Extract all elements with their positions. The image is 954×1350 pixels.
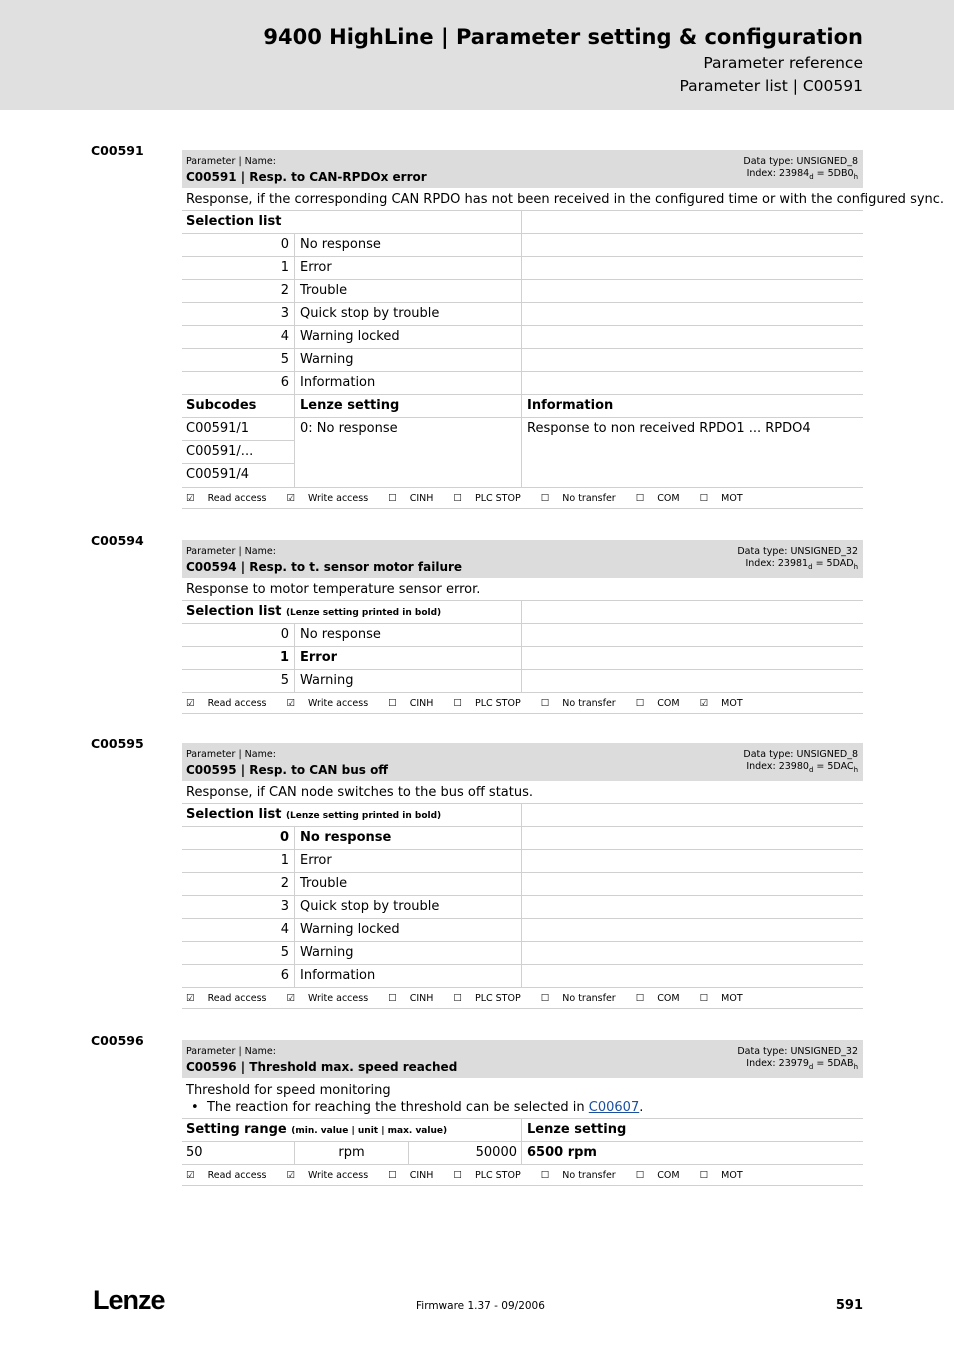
selection-option [182, 372, 863, 395]
selection-option [182, 965, 863, 988]
lenze-setting-value: 6500 rpm [527, 1145, 597, 1160]
selection-option [182, 670, 863, 693]
side-code-c00591: C00591 [91, 143, 144, 158]
param-description: Threshold for speed monitoring • The reaction for reaching the threshold can be selected in C00607. [182, 1078, 863, 1119]
param-block-c00596 [182, 1040, 863, 1186]
option-number: 4 [182, 919, 295, 941]
subcode: C00591/... [182, 441, 294, 464]
param-index: Index: $23984_d = 5DB0_h$ [746, 168, 858, 181]
data-type: Data type: UNSIGNED_32 [737, 546, 858, 557]
param-block-c00591 [182, 150, 945, 509]
page-number: 591 [835, 1298, 863, 1313]
option-number: 0 [182, 234, 295, 256]
param-header [182, 540, 863, 578]
param-name: C00596 | Threshold max. speed reached [186, 1060, 458, 1074]
option-number: 1 [182, 647, 295, 669]
param-header [182, 1040, 863, 1078]
c00607-link[interactable]: C00607 [588, 1100, 640, 1115]
access-flags: ☑ Read access ☑ Write access ☐ CINH ☐ PLC STOP ☐ No transfer ☐ COM ☑ MOT [182, 693, 863, 714]
option-number: 1 [182, 850, 295, 872]
param-description: Response to motor temperature sensor error. [182, 578, 863, 601]
param-block-c00595 [182, 743, 863, 1009]
option-number: 5 [182, 349, 295, 371]
selection-option [182, 280, 863, 303]
firmware-version: Firmware 1.37 - 09/2006 [416, 1300, 545, 1312]
param-header [182, 743, 863, 781]
option-number: 3 [182, 896, 295, 918]
selection-option [182, 303, 863, 326]
range-max: 50000 [409, 1142, 522, 1164]
selection-option [182, 349, 863, 372]
selection-list-header: Selection list [182, 211, 863, 234]
option-label: Warning locked [295, 919, 522, 941]
setting-range-row [182, 1142, 863, 1165]
setting-range-header: Setting range (min. value | unit | max. value) Lenze setting [182, 1119, 863, 1142]
subcode: C00591/4 [186, 467, 250, 482]
side-code-c00594: C00594 [91, 533, 144, 548]
data-type: Data type: UNSIGNED_8 [743, 156, 858, 167]
param-index: Index: $23981_d = 5DAD_h$ [745, 558, 858, 571]
option-number: 2 [182, 873, 295, 895]
param-name: C00594 | Resp. to t. sensor motor failure [186, 560, 463, 574]
selection-option [182, 942, 863, 965]
range-min: 50 [182, 1142, 295, 1164]
option-label: No response [295, 624, 522, 646]
option-label: Quick stop by trouble [295, 303, 522, 325]
param-header [182, 150, 863, 188]
param-name: C00595 | Resp. to CAN bus off [186, 763, 389, 777]
option-label: Warning [295, 349, 522, 371]
param-description: Response, if the corresponding CAN RPDO has not been received in the configured time or with the configured sync. [182, 188, 863, 211]
access-flags: ☑ Read access ☑ Write access ☐ CINH ☐ PLC STOP ☐ No transfer ☐ COM ☐ MOT [182, 988, 863, 1009]
side-code-c00595: C00595 [91, 736, 144, 751]
option-number: 0 [182, 624, 295, 646]
param-name-label: Parameter | Name: [186, 749, 276, 760]
option-number: 1 [182, 257, 295, 279]
option-label: Warning [295, 670, 522, 692]
subcodes-table [182, 418, 863, 488]
page-header [0, 0, 954, 110]
param-description: Response, if CAN node switches to the bus off status. [182, 781, 863, 804]
option-label: Warning [295, 942, 522, 964]
subcode: C00591/1 [182, 418, 294, 441]
bullet-item: • The reaction for reaching the threshold can be selected in C00607. [191, 1100, 644, 1115]
option-number: 6 [182, 965, 295, 987]
param-index: Index: $23979_d = 5DAB_h$ [746, 1058, 858, 1071]
option-label: Warning locked [295, 326, 522, 348]
selection-option [182, 257, 863, 280]
param-name-label: Parameter | Name: [186, 156, 276, 167]
option-number: 4 [182, 326, 295, 348]
option-number: 2 [182, 280, 295, 302]
access-flags: ☑ Read access ☑ Write access ☐ CINH ☐ PLC STOP ☐ No transfer ☐ COM ☐ MOT [182, 1165, 863, 1186]
option-label: Error [295, 647, 522, 669]
selection-option [182, 326, 863, 349]
selection-option [182, 850, 863, 873]
option-number: 0 [182, 827, 295, 849]
option-label: Trouble [295, 280, 522, 302]
lenze-setting-value: 0: No response [295, 418, 522, 487]
option-label: Error [295, 850, 522, 872]
param-index: Index: $23980_d = 5DAC_h$ [746, 761, 858, 774]
option-number: 6 [182, 372, 295, 394]
param-name-label: Parameter | Name: [186, 1046, 276, 1057]
selection-list-header: Selection list (Lenze setting printed in bold) [182, 804, 863, 827]
data-type: Data type: UNSIGNED_32 [737, 1046, 858, 1057]
subcodes-header: Subcodes Lenze setting Information [182, 395, 863, 418]
option-number: 5 [182, 670, 295, 692]
selection-option [182, 624, 863, 647]
option-label: Error [295, 257, 522, 279]
param-name: C00591 | Resp. to CAN-RPDOx error [186, 170, 427, 184]
selection-option [182, 647, 863, 670]
access-flags: ☑ Read access ☑ Write access ☐ CINH ☐ PLC STOP ☐ No transfer ☐ COM ☐ MOT [182, 488, 863, 509]
selection-option [182, 234, 863, 257]
option-number: 5 [182, 942, 295, 964]
selection-option [182, 827, 863, 850]
selection-option [182, 919, 863, 942]
subsection-title: Parameter list | C00591 [679, 77, 863, 95]
information-value: Response to non received RPDO1 ... RPDO4 [527, 421, 811, 436]
selection-list-header: Selection list (Lenze setting printed in bold) [182, 601, 863, 624]
side-code-c00596: C00596 [91, 1033, 144, 1048]
section-title: Parameter reference [703, 54, 863, 72]
option-label: No response [295, 234, 522, 256]
range-unit: rpm [295, 1142, 409, 1164]
option-label: Information [295, 372, 522, 394]
lenze-logo: Lenze [93, 1285, 165, 1315]
data-type: Data type: UNSIGNED_8 [743, 749, 858, 760]
option-label: Information [295, 965, 522, 987]
selection-option [182, 896, 863, 919]
param-block-c00594 [182, 540, 863, 714]
option-number: 3 [182, 303, 295, 325]
document-title: 9400 HighLine | Parameter setting & configuration [263, 25, 863, 49]
param-name-label: Parameter | Name: [186, 546, 276, 557]
option-label: Quick stop by trouble [295, 896, 522, 918]
option-label: No response [295, 827, 522, 849]
selection-option [182, 873, 863, 896]
option-label: Trouble [295, 873, 522, 895]
